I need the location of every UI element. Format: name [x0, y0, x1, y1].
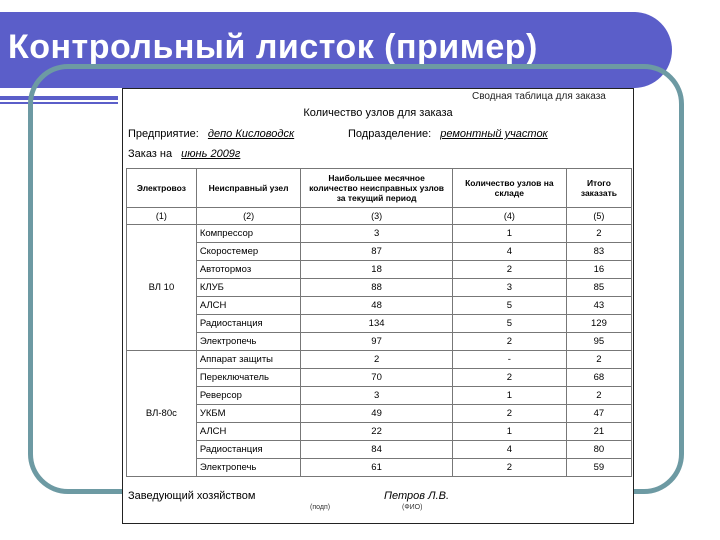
column-header: Итого заказать — [566, 169, 631, 208]
max-cell: 61 — [301, 459, 452, 477]
order-line — [128, 148, 246, 160]
stock-cell: 2 — [452, 369, 566, 387]
column-header: Электровоз — [127, 169, 197, 208]
max-cell: 2 — [301, 351, 452, 369]
column-header: Неисправный узел — [196, 169, 301, 208]
column-header: Количество узлов на складе — [452, 169, 566, 208]
unit-cell: УКБМ — [196, 405, 301, 423]
locomotive-cell: ВЛ-80с — [127, 351, 197, 477]
unit-cell: Реверсор — [196, 387, 301, 405]
unit-cell: КЛУБ — [196, 279, 301, 297]
max-cell: 18 — [301, 261, 452, 279]
order-table — [126, 168, 632, 477]
unit-cell: Аппарат защиты — [196, 351, 301, 369]
division-line — [348, 128, 554, 140]
order-cell: 43 — [566, 297, 631, 315]
unit-cell: АЛСН — [196, 423, 301, 441]
unit-cell: Радиостанция — [196, 315, 301, 333]
max-cell: 49 — [301, 405, 452, 423]
unit-cell: Электропечь — [196, 459, 301, 477]
table-header-row — [127, 169, 632, 208]
column-number: (4) — [452, 208, 566, 225]
footer-name-caption: (ФИО) — [402, 504, 423, 511]
table-row — [127, 225, 632, 243]
unit-cell: Переключатель — [196, 369, 301, 387]
stock-cell: 2 — [452, 405, 566, 423]
footer-sign-caption: (подп) — [310, 504, 331, 511]
max-cell: 84 — [301, 441, 452, 459]
order-value: июнь 2009г — [181, 148, 241, 160]
max-cell: 3 — [301, 387, 452, 405]
order-cell: 59 — [566, 459, 631, 477]
column-header: Наибольшее месячное количество неисправных узлов за текущий период — [301, 169, 452, 208]
stock-cell: 4 — [452, 243, 566, 261]
footer-name: Петров Л.В. — [384, 490, 450, 502]
column-number: (5) — [566, 208, 631, 225]
stock-cell: 2 — [452, 261, 566, 279]
stock-cell: 5 — [452, 315, 566, 333]
table-row — [127, 459, 632, 477]
enterprise-label: Предприятие: — [128, 128, 199, 140]
unit-cell: Автотормоз — [196, 261, 301, 279]
stock-cell: 4 — [452, 441, 566, 459]
table-row — [127, 297, 632, 315]
unit-cell: Электропечь — [196, 333, 301, 351]
order-cell: 21 — [566, 423, 631, 441]
table-row — [127, 387, 632, 405]
stock-cell: - — [452, 351, 566, 369]
column-number: (3) — [301, 208, 452, 225]
footer-label: Заведующий хозяйством — [128, 490, 256, 502]
division-label: Подразделение: — [348, 128, 432, 140]
column-number: (2) — [196, 208, 301, 225]
order-cell: 2 — [566, 351, 631, 369]
order-cell: 95 — [566, 333, 631, 351]
column-number-row — [127, 208, 632, 225]
max-cell: 22 — [301, 423, 452, 441]
table-row — [127, 243, 632, 261]
order-cell: 85 — [566, 279, 631, 297]
max-cell: 134 — [301, 315, 452, 333]
order-cell: 83 — [566, 243, 631, 261]
stock-cell: 1 — [452, 387, 566, 405]
division-value: ремонтный участок — [440, 128, 548, 140]
table-row — [127, 279, 632, 297]
stock-cell: 1 — [452, 423, 566, 441]
column-number: (1) — [127, 208, 197, 225]
unit-cell: Радиостанция — [196, 441, 301, 459]
table-row — [127, 315, 632, 333]
stock-cell: 5 — [452, 297, 566, 315]
order-cell: 47 — [566, 405, 631, 423]
sheet-corner-note: Сводная таблица для заказа — [472, 91, 606, 102]
enterprise-line — [128, 128, 300, 140]
stock-cell: 1 — [452, 225, 566, 243]
stock-cell: 2 — [452, 459, 566, 477]
table-row — [127, 405, 632, 423]
order-cell: 16 — [566, 261, 631, 279]
order-cell: 129 — [566, 315, 631, 333]
max-cell: 87 — [301, 243, 452, 261]
unit-cell: Скоростемер — [196, 243, 301, 261]
table-row — [127, 441, 632, 459]
stock-cell: 3 — [452, 279, 566, 297]
table-row — [127, 351, 632, 369]
max-cell: 97 — [301, 333, 452, 351]
max-cell: 70 — [301, 369, 452, 387]
max-cell: 88 — [301, 279, 452, 297]
table-row — [127, 261, 632, 279]
enterprise-value: депо Кисловодск — [207, 128, 295, 140]
order-cell: 68 — [566, 369, 631, 387]
order-cell: 80 — [566, 441, 631, 459]
stock-cell: 2 — [452, 333, 566, 351]
slide-title: Контрольный листок (пример) — [8, 28, 538, 66]
locomotive-cell: ВЛ 10 — [127, 225, 197, 351]
max-cell: 48 — [301, 297, 452, 315]
table-row — [127, 369, 632, 387]
order-cell: 2 — [566, 225, 631, 243]
order-cell: 2 — [566, 387, 631, 405]
table-row — [127, 333, 632, 351]
table-row — [127, 423, 632, 441]
unit-cell: АЛСН — [196, 297, 301, 315]
max-cell: 3 — [301, 225, 452, 243]
sheet-subtitle: Количество узлов для заказа — [303, 107, 453, 119]
order-label: Заказ на — [128, 148, 173, 160]
unit-cell: Компрессор — [196, 225, 301, 243]
